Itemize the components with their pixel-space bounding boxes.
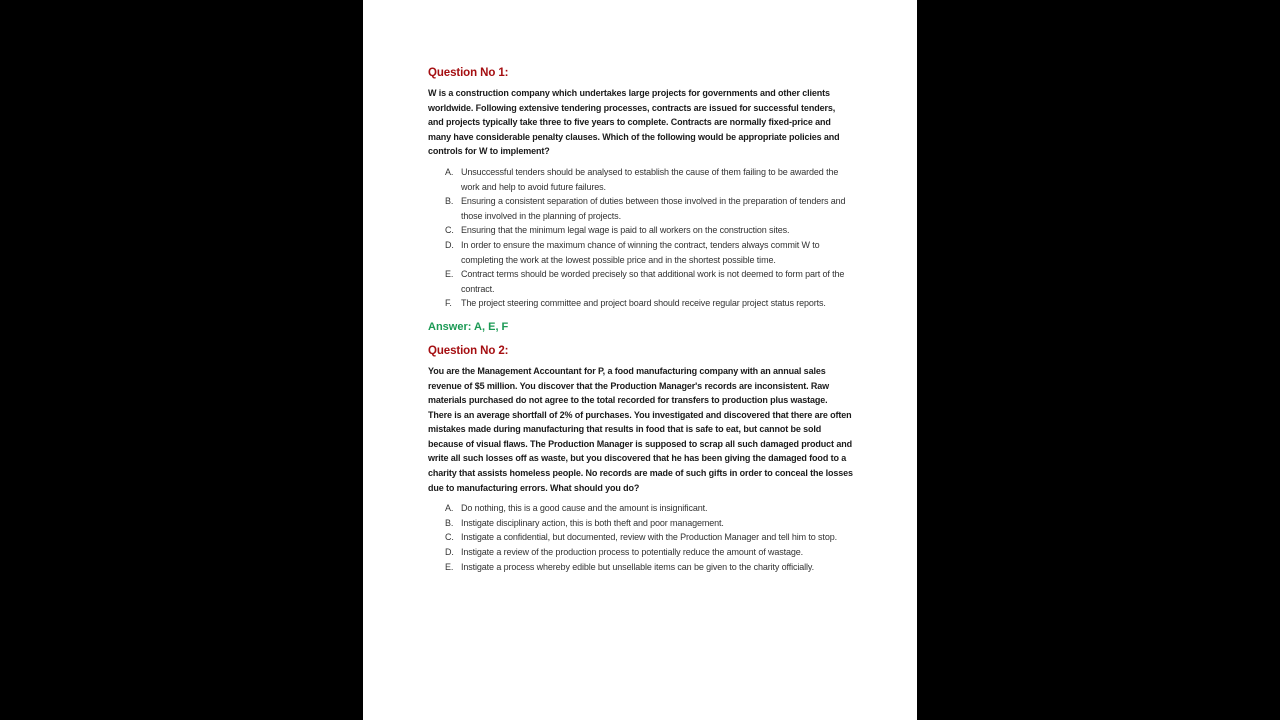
- option-letter: A.: [445, 503, 454, 514]
- question-1: [428, 63, 853, 337]
- option-c: [428, 223, 853, 238]
- option-text: Ensuring that the minimum legal wage is paid to all workers on the construction sites.: [461, 225, 790, 236]
- option-text: Do nothing, this is a good cause and the amount is insignificant.: [461, 503, 708, 514]
- option-d: [428, 545, 853, 560]
- option-c: [428, 530, 853, 545]
- option-b: [428, 516, 853, 531]
- option-text: Instigate a process whereby edible but unsellable items can be given to the charity officially.: [461, 561, 814, 572]
- option-b: [428, 194, 853, 223]
- option-text: Unsuccessful tenders should be analysed to establish the cause of them failing to be awarded the work and help to avoid future failures.: [461, 166, 839, 192]
- option-text: The project steering committee and project board should receive regular project status reports.: [461, 298, 826, 309]
- option-text: Contract terms should be worded precisely so that additional work is not deemed to form part of the contract.: [461, 269, 845, 294]
- question-body: W is a construction company which undertakes large projects for governments and other clients worldwide. Following extensive tendering processes, contracts are issued for successful tenders, and projects typically take three to five years to complete. Contracts are normally fixed-price and many have considerable penalty clauses. Which of the following would be appropriate policies and controls for W to implement?: [428, 88, 840, 157]
- option-letter: A.: [445, 166, 454, 177]
- option-letter: C.: [445, 532, 454, 543]
- option-letter: C.: [445, 225, 454, 236]
- option-text: Instigate a confidential, but documented, review with the Production Manager and tell him to stop.: [461, 532, 837, 543]
- answer-text: Answer: A, E, F: [428, 320, 509, 333]
- option-text: In order to ensure the maximum chance of winning the contract, tenders always commit W to completing the work at the lowest possible price and in the shortest possible time.: [461, 239, 820, 265]
- question-body: You are the Management Accountant for P, a food manufacturing company with an annual sales revenue of $5 million. You discover that the Production Manager's records are inconsistent. Raw materials purchased do not agree to the total recorded for transfers to production plus wastage. There is an average shortfall of 2% of purchases. You investigated and discovered that there are often mistakes made during manufacturing that results in food that is safe to eat, but cannot be sold because of visual flaws. The Production Manager is supposed to scrap all such damaged product and write all such losses off as waste, but you discovered that he has been giving the damaged food to a charity that assists homeless people. No records are made of such gifts in order to conceal the losses due to manufacturing errors. What should you do?: [428, 365, 853, 493]
- option-letter: D.: [445, 547, 454, 558]
- option-text: Instigate disciplinary action, this is both theft and poor management.: [461, 517, 724, 528]
- option-list: [428, 165, 853, 311]
- option-d: [428, 238, 853, 267]
- option-letter: E.: [445, 269, 454, 280]
- option-e: [428, 560, 853, 575]
- question-2: [428, 341, 853, 574]
- option-a: [428, 165, 853, 194]
- option-letter: B.: [445, 196, 454, 207]
- option-letter: D.: [445, 239, 454, 250]
- document-page: [363, 0, 917, 720]
- option-f: [428, 296, 853, 311]
- option-a: [428, 501, 853, 516]
- option-letter: F.: [445, 298, 452, 309]
- option-e: [428, 267, 853, 296]
- question-heading: Question No 1:: [428, 67, 509, 79]
- option-letter: E.: [445, 561, 454, 572]
- question-heading: Question No 2:: [428, 344, 509, 357]
- option-list: [428, 501, 853, 574]
- document-content: [428, 63, 853, 574]
- option-text: Ensuring a consistent separation of duties between those involved in the preparation of tenders and those involved in the planning of projects.: [461, 196, 846, 221]
- option-letter: B.: [445, 517, 454, 528]
- option-text: Instigate a review of the production process to potentially reduce the amount of wastage.: [461, 547, 804, 558]
